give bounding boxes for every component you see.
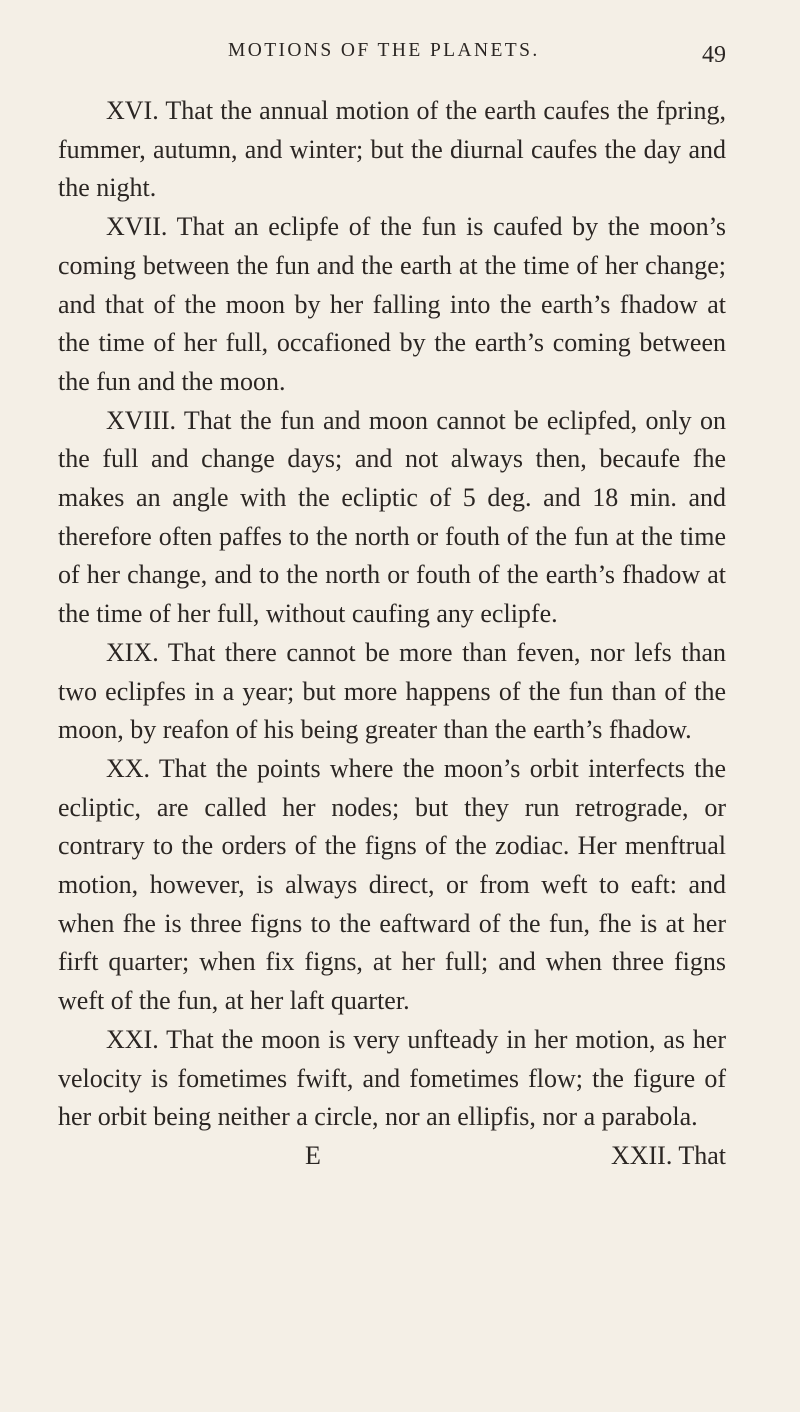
running-head <box>58 40 726 92</box>
catchword: XXII. That <box>610 1140 726 1170</box>
footer-line <box>58 1137 726 1175</box>
page-number: 49 <box>702 42 726 68</box>
paragraph-xvi: XVI. That the annual motion of the earth caufes the fpring, fummer, autumn, and winter; but the diurnal caufes the day and the night. <box>58 96 726 203</box>
running-title: MOTIONS OF THE PLANETS. <box>228 40 540 61</box>
paragraph-xvii: XVII. That an eclipfe of the fun is caufed by the moon’s coming between the fun and the earth at the time of her change; and that of the moon by her falling into the earth’s fhadow at the time of her full, occafioned by the earth’s coming between the fun and the moon. <box>58 212 726 396</box>
paragraph-xx: XX. That the points where the moon’s orbit interfects the ecliptic, are called her nodes; but they run retrograde, or contrary to the orders of the figns of the zodiac. Her menftrual motion, however, is always direct, or from weft to eaft: and when fhe is three figns to the eaftward of the fun, fhe is at her firft quarter; when fix figns, at her full; and when three figns weft of the fun, at her laft quarter. <box>58 753 726 1016</box>
text-body <box>58 92 726 1137</box>
signature-mark: E <box>305 1140 321 1170</box>
paragraph-xviii: XVIII. That the fun and moon cannot be eclipfed, only on the full and change days; and not always then, becaufe fhe makes an angle with the ecliptic of 5 deg. and 18 min. and therefore often paffes to the north or fouth of the fun at the time of her change, and to the north or fouth of the earth’s fhadow at the time of her full, without caufing any eclipfe. <box>58 405 726 629</box>
paragraph-xxi: XXI. That the moon is very unfteady in her motion, as her velocity is fometimes fwift, and fometimes flow; the figure of her orbit being neither a circle, nor an ellipfis, nor a parabola. <box>58 1024 726 1132</box>
paragraph-xix: XIX. That there cannot be more than feven, nor lefs than two eclipfes in a year; but more happens of the fun than of the moon, by reafon of his being greater than the earth’s fhadow. <box>58 637 726 745</box>
